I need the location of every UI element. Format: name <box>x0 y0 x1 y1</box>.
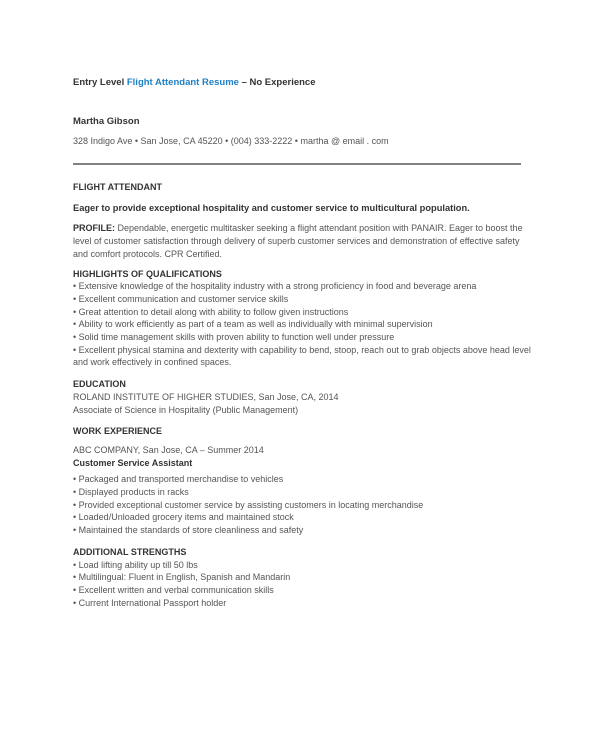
list-item: • Displayed products in racks <box>73 486 533 499</box>
list-item: • Packaged and transported merchandise to vehicles <box>73 473 533 486</box>
highlights-heading: HIGHLIGHTS OF QUALIFICATIONS <box>73 268 222 279</box>
list-item: • Provided exceptional customer service by assisting customers in locating merchandise <box>73 499 533 512</box>
highlights-list <box>73 280 533 369</box>
list-item: • Load lifting ability up till 50 lbs <box>73 559 533 572</box>
list-item: • Excellent physical stamina and dexterity with capability to bend, stoop, reach out to grab objects above head level and work effectively in confined spaces. <box>73 344 533 369</box>
work-employer: ABC COMPANY, San Jose, CA – Summer 2014 <box>73 444 264 455</box>
objective-statement: Eager to provide exceptional hospitality and customer service to multicultural population. <box>73 202 470 213</box>
list-item: • Solid time management skills with proven ability to function well under pressure <box>73 331 533 344</box>
list-item: • Maintained the standards of store cleanliness and safety <box>73 524 533 537</box>
education-section <box>73 378 533 416</box>
title-link[interactable]: Flight Attendant Resume <box>126 77 239 88</box>
position-heading: FLIGHT ATTENDANT <box>73 182 162 192</box>
list-item: • Great attention to detail along with ability to follow given instructions <box>73 306 533 319</box>
title-suffix: – No Experience <box>238 77 316 88</box>
list-item: • Multilingual: Fluent in English, Spanish and Mandarin <box>73 571 533 584</box>
profile-label: PROFILE: <box>73 223 115 234</box>
title-prefix: Entry Level <box>73 77 127 88</box>
list-item: • Ability to work efficiently as part of a team as well as individually with minimal supervision <box>73 318 533 331</box>
education-heading: EDUCATION <box>73 379 126 390</box>
document-title <box>73 77 316 88</box>
candidate-name: Martha Gibson <box>73 116 140 127</box>
list-item: • Loaded/Unloaded grocery items and maintained stock <box>73 511 533 524</box>
header-divider <box>73 163 521 165</box>
profile-paragraph <box>73 222 533 260</box>
education-school: ROLAND INSTITUTE OF HIGHER STUDIES, San Jose, CA, 2014 <box>73 391 339 402</box>
strengths-heading: ADDITIONAL STRENGTHS <box>73 546 187 557</box>
work-section <box>73 425 533 537</box>
education-degree: Associate of Science in Hospitality (Public Management) <box>73 404 299 415</box>
list-item: • Current International Passport holder <box>73 597 533 610</box>
work-duties-list <box>73 473 533 537</box>
highlights-section <box>73 268 533 370</box>
list-item: • Excellent written and verbal communication skills <box>73 584 533 597</box>
contact-info: 328 Indigo Ave • San Jose, CA 45220 • (004) 333-2222 • martha @ email . com <box>73 136 389 146</box>
resume-body <box>73 181 533 609</box>
work-heading: WORK EXPERIENCE <box>73 426 163 437</box>
work-role: Customer Service Assistant <box>73 457 193 468</box>
profile-text: Dependable, energetic multitasker seeking a flight attendant position with PANAIR. Eager to boost the level of customer satisfaction through delivery of superb customer services and demonstration of effective safety and comfort protocols. CPR Certified. <box>73 223 523 259</box>
strengths-list <box>73 559 533 610</box>
list-item: • Extensive knowledge of the hospitality industry with a strong proficiency in food and beverage arena <box>73 280 533 293</box>
list-item: • Excellent communication and customer service skills <box>73 293 533 306</box>
strengths-section <box>73 546 533 610</box>
